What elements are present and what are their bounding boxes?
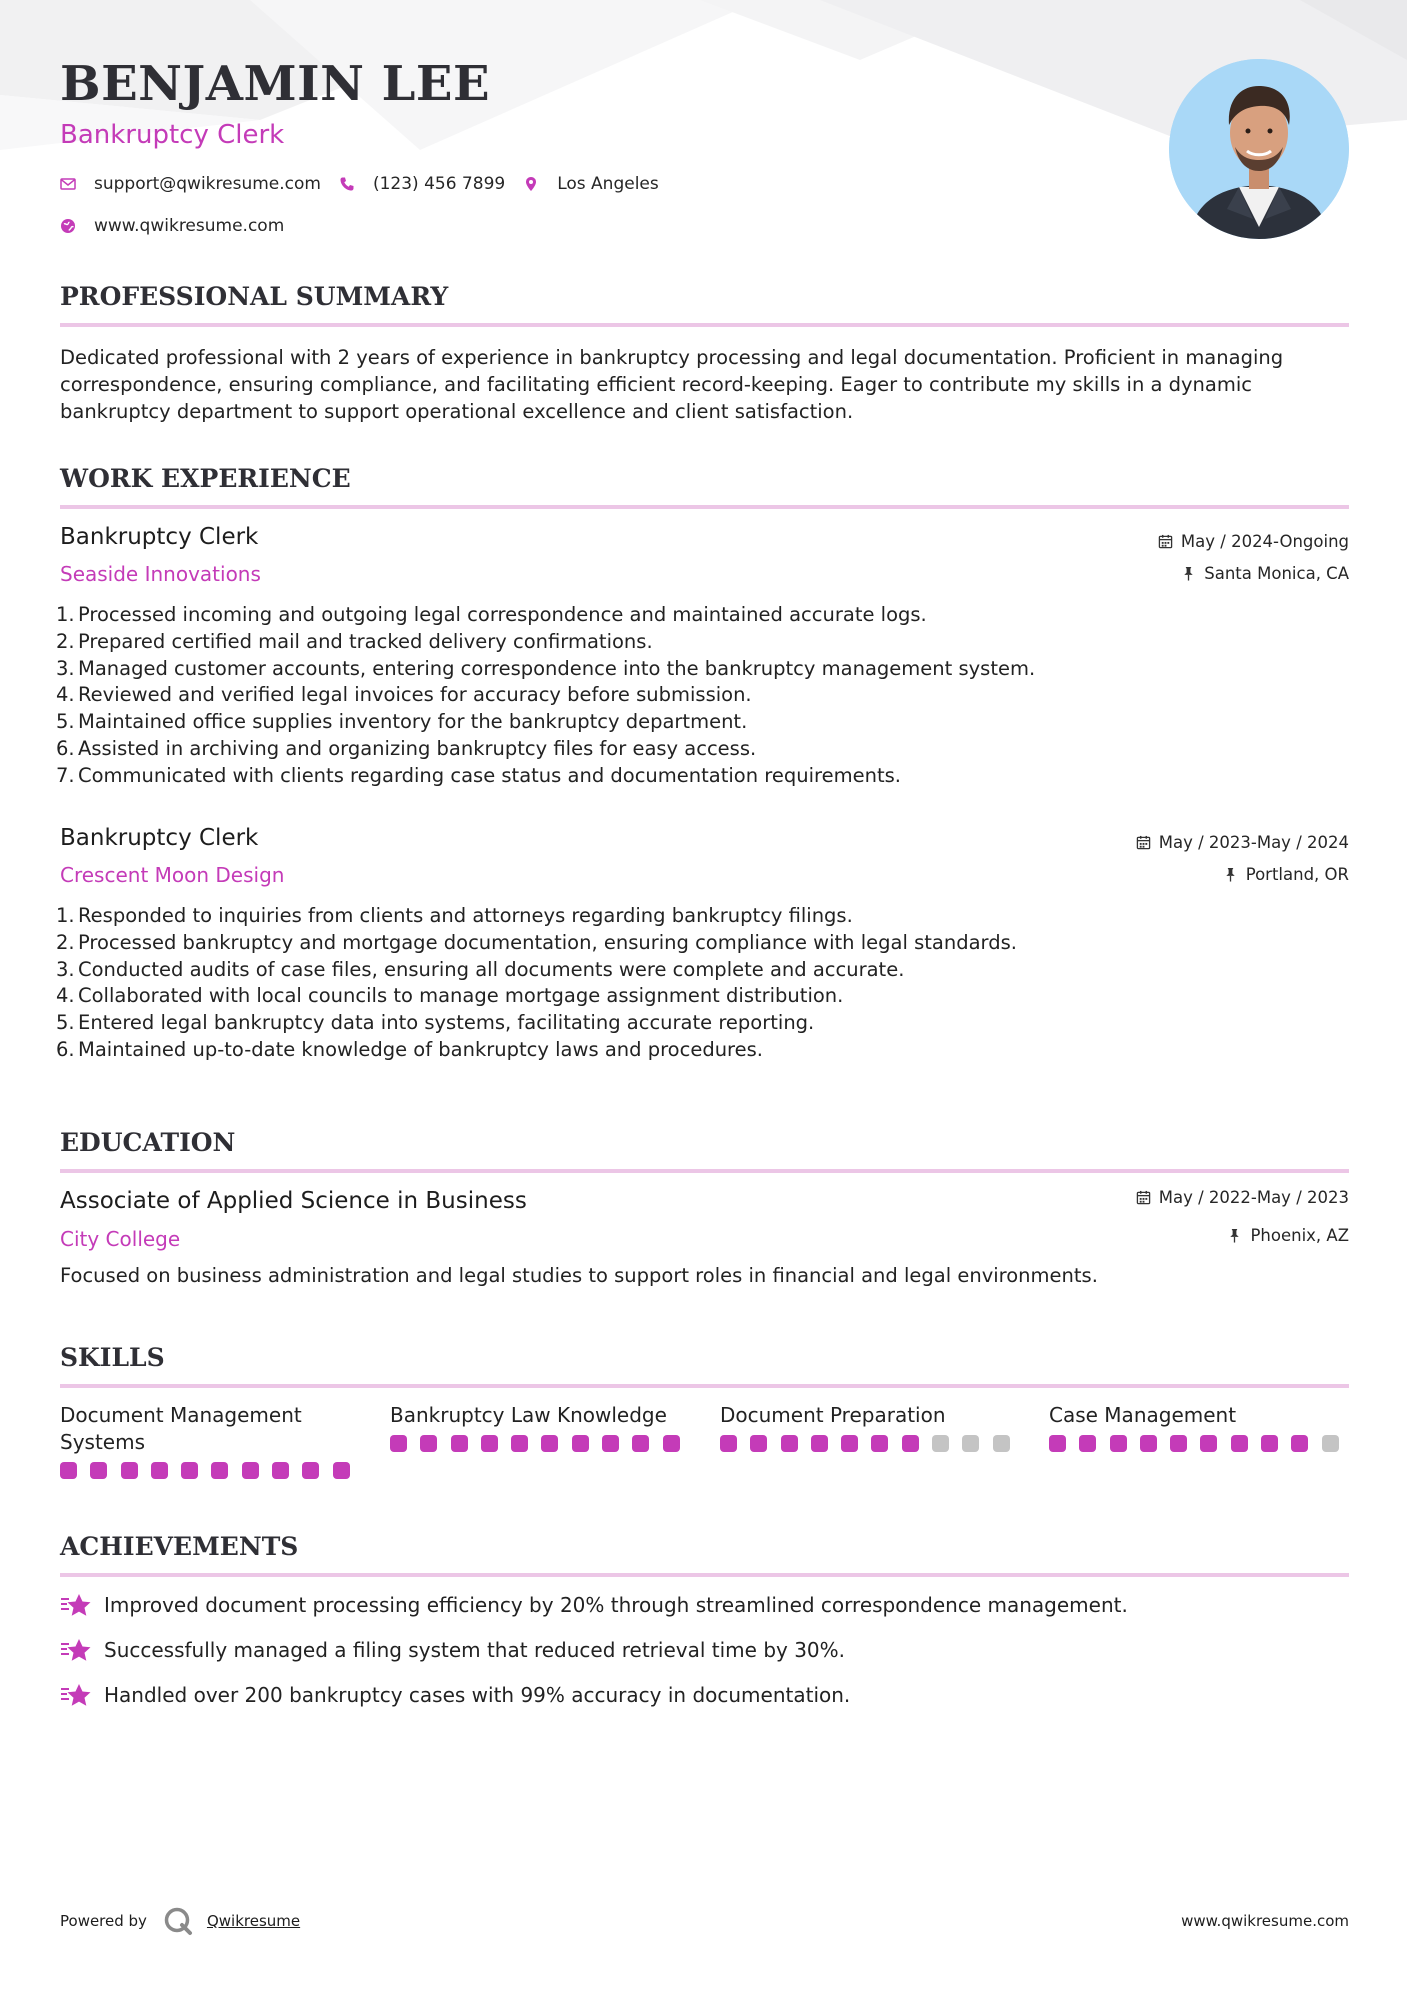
email-text: support@qwikresume.com: [94, 174, 321, 194]
skill-dot: [720, 1435, 737, 1452]
job-1-dates-text: May / 2024-Ongoing: [1180, 532, 1349, 551]
skill-dot: [511, 1435, 528, 1452]
list-item: 5. Entered legal bankruptcy data into systems, facilitating accurate reporting.: [56, 1011, 815, 1035]
pushpin-icon: [1223, 867, 1238, 882]
summary-text: Dedicated professional with 2 years of experience in bankruptcy processing and legal documentation. Proficient in managing correspondence, ensuring compliance, and facilitating efficient record-keeping. Eager to contribute my skills in a dynamic bankruptcy department to support operational excellence and client satisfaction.: [60, 346, 1284, 423]
list-item: 4. Collaborated with local councils to manage mortgage assignment distribution.: [56, 984, 844, 1008]
skills-heading: SKILLS: [60, 1343, 1349, 1388]
skill-dot: [1140, 1435, 1157, 1452]
skill-dot: [541, 1435, 558, 1452]
powered-by: [60, 1906, 300, 1936]
skill-rating: [720, 1435, 1020, 1452]
skill-name: Document Preparation: [720, 1403, 946, 1427]
list-item: 6. Assisted in archiving and organizing bankruptcy files for easy access.: [56, 736, 757, 760]
job-2-dates: [1136, 833, 1349, 852]
job-2-title: Bankruptcy Clerk: [60, 825, 259, 851]
experience-heading: WORK EXPERIENCE: [60, 464, 1349, 509]
skill-dot: [272, 1462, 289, 1479]
website-text: www.qwikresume.com: [94, 216, 285, 236]
list-item: 5. Maintained office supplies inventory for the bankruptcy department.: [56, 710, 748, 734]
footer-url[interactable]: www.qwikresume.com: [1181, 1912, 1349, 1930]
list-item: 2. Processed bankruptcy and mortgage documentation, ensuring compliance with legal standards.: [56, 930, 1017, 954]
contact-location: [523, 174, 659, 194]
contact-phone[interactable]: [339, 174, 505, 194]
calendar-icon: [1158, 534, 1173, 549]
skill-dot: [390, 1435, 407, 1452]
footer: [60, 1900, 1349, 1932]
pushpin-icon: [1227, 1228, 1242, 1243]
skill-dot: [1049, 1435, 1066, 1452]
job-2-dates-text: May / 2023-May / 2024: [1158, 833, 1349, 852]
phone-text: (123) 456 7899: [372, 174, 506, 194]
skill-dot: [333, 1462, 350, 1479]
skill-dot: [1170, 1435, 1187, 1452]
skill-dot: [211, 1462, 228, 1479]
list-item: 4. Reviewed and verified legal invoices for accuracy before submission.: [56, 683, 752, 707]
job-2-company: Crescent Moon Design: [60, 863, 285, 887]
skill-dot: [121, 1462, 138, 1479]
skill-rating: [1049, 1435, 1349, 1452]
achievement-text: Successfully managed a filing system that reduced retrieval time by 30%.: [104, 1638, 846, 1662]
skill-dot: [1079, 1435, 1096, 1452]
job-1-location-text: Santa Monica, CA: [1204, 564, 1349, 583]
education-dates: [1136, 1188, 1349, 1207]
skill-dot: [663, 1435, 680, 1452]
skill-name: Document Management Systems: [60, 1403, 302, 1454]
skill-dot: [962, 1435, 979, 1452]
calendar-icon: [1136, 835, 1151, 850]
job-1-company: Seaside Innovations: [60, 562, 261, 586]
skill-dot: [181, 1462, 198, 1479]
skill-dot: [1322, 1435, 1339, 1452]
skill-dot: [632, 1435, 649, 1452]
skill-dot: [1110, 1435, 1127, 1452]
candidate-title: Bankruptcy Clerk: [60, 120, 285, 150]
skill-dot: [302, 1462, 319, 1479]
skill-dot: [811, 1435, 828, 1452]
skill-dot: [90, 1462, 107, 1479]
skill-item: [1049, 1402, 1349, 1452]
skill-dot: [572, 1435, 589, 1452]
skill-dot: [481, 1435, 498, 1452]
contact-row: [60, 174, 677, 194]
star-icon: [60, 1637, 92, 1663]
achievement-text: Improved document processing efficiency by 20% through streamlined correspondence management.: [104, 1593, 1128, 1617]
skill-dot: [871, 1435, 888, 1452]
skill-rating: [60, 1462, 360, 1479]
job-2-location-text: Portland, OR: [1245, 865, 1349, 884]
achievement-item: [60, 1682, 850, 1708]
education-description: Focused on business administration and legal studies to support roles in financial and legal environments.: [60, 1264, 1098, 1287]
education-location: [1227, 1226, 1349, 1245]
star-icon: [60, 1592, 92, 1618]
pushpin-icon: [1181, 566, 1196, 581]
globe-icon: [60, 218, 76, 234]
list-item: 1. Responded to inquiries from clients and attorneys regarding bankruptcy filings.: [56, 904, 853, 927]
achievement-item: [60, 1592, 1128, 1618]
skill-rating: [390, 1435, 690, 1452]
job-1-dates: [1158, 532, 1349, 551]
summary-heading: PROFESSIONAL SUMMARY: [60, 282, 1349, 327]
list-item: 1. Processed incoming and outgoing legal correspondence and maintained accurate logs.: [56, 603, 927, 626]
person-portrait-icon: [1169, 59, 1349, 239]
calendar-icon: [1136, 1190, 1151, 1205]
brand-link[interactable]: Qwikresume: [206, 1912, 301, 1930]
star-icon: [60, 1682, 92, 1708]
skill-dot: [1200, 1435, 1217, 1452]
envelope-icon: [60, 176, 76, 192]
skill-dot: [1291, 1435, 1308, 1452]
skill-dot: [602, 1435, 619, 1452]
job-2-duties: [56, 903, 1017, 1064]
list-item: 7. Communicated with clients regarding case status and documentation requirements.: [56, 763, 901, 787]
skill-dot: [1231, 1435, 1248, 1452]
achievements-heading: ACHIEVEMENTS: [60, 1532, 1349, 1577]
map-pin-icon: [523, 176, 539, 192]
skill-dot: [451, 1435, 468, 1452]
job-1-title: Bankruptcy Clerk: [60, 524, 259, 550]
skill-dot: [932, 1435, 949, 1452]
skill-dot: [841, 1435, 858, 1452]
achievement-text: Handled over 200 bankruptcy cases with 99% accuracy in documentation.: [104, 1683, 851, 1707]
contact-email[interactable]: [60, 174, 321, 194]
job-2-location: [1223, 865, 1349, 884]
skill-item: [390, 1402, 690, 1452]
candidate-name: BENJAMIN LEE: [60, 56, 491, 112]
list-item: 2. Prepared certified mail and tracked delivery confirmations.: [56, 629, 653, 653]
skill-dot: [1261, 1435, 1278, 1452]
education-dates-text: May / 2022-May / 2023: [1158, 1188, 1349, 1207]
skill-dot: [993, 1435, 1010, 1452]
profile-photo: [1169, 59, 1349, 239]
location-text: Los Angeles: [557, 174, 659, 194]
education-heading: EDUCATION: [60, 1128, 1349, 1173]
skill-dot: [151, 1462, 168, 1479]
contact-website[interactable]: [60, 216, 284, 236]
education-school: City College: [60, 1227, 181, 1251]
skill-dot: [242, 1462, 259, 1479]
skill-name: Bankruptcy Law Knowledge: [390, 1403, 667, 1427]
skill-dot: [750, 1435, 767, 1452]
skill-item: [60, 1402, 360, 1479]
skill-name: Case Management: [1049, 1403, 1237, 1427]
list-item: 6. Maintained up-to-date knowledge of bankruptcy laws and procedures.: [56, 1037, 763, 1061]
achievement-item: [60, 1637, 845, 1663]
job-1-duties: [56, 602, 1035, 790]
skill-dot: [781, 1435, 798, 1452]
skill-dot: [902, 1435, 919, 1452]
skill-dot: [60, 1462, 77, 1479]
qwikresume-logo-icon: [163, 1906, 193, 1936]
job-1-location: [1181, 564, 1349, 583]
education-degree: Associate of Applied Science in Business: [60, 1188, 527, 1214]
education-location-text: Phoenix, AZ: [1250, 1226, 1349, 1245]
skill-dot: [420, 1435, 437, 1452]
website-row: [60, 216, 302, 236]
powered-by-label: Powered by: [60, 1912, 147, 1930]
skill-item: [720, 1402, 1020, 1452]
phone-icon: [339, 176, 355, 192]
list-item: 3. Managed customer accounts, entering correspondence into the bankruptcy management system.: [56, 656, 1036, 680]
list-item: 3. Conducted audits of case files, ensuring all documents were complete and accurate.: [56, 957, 905, 981]
